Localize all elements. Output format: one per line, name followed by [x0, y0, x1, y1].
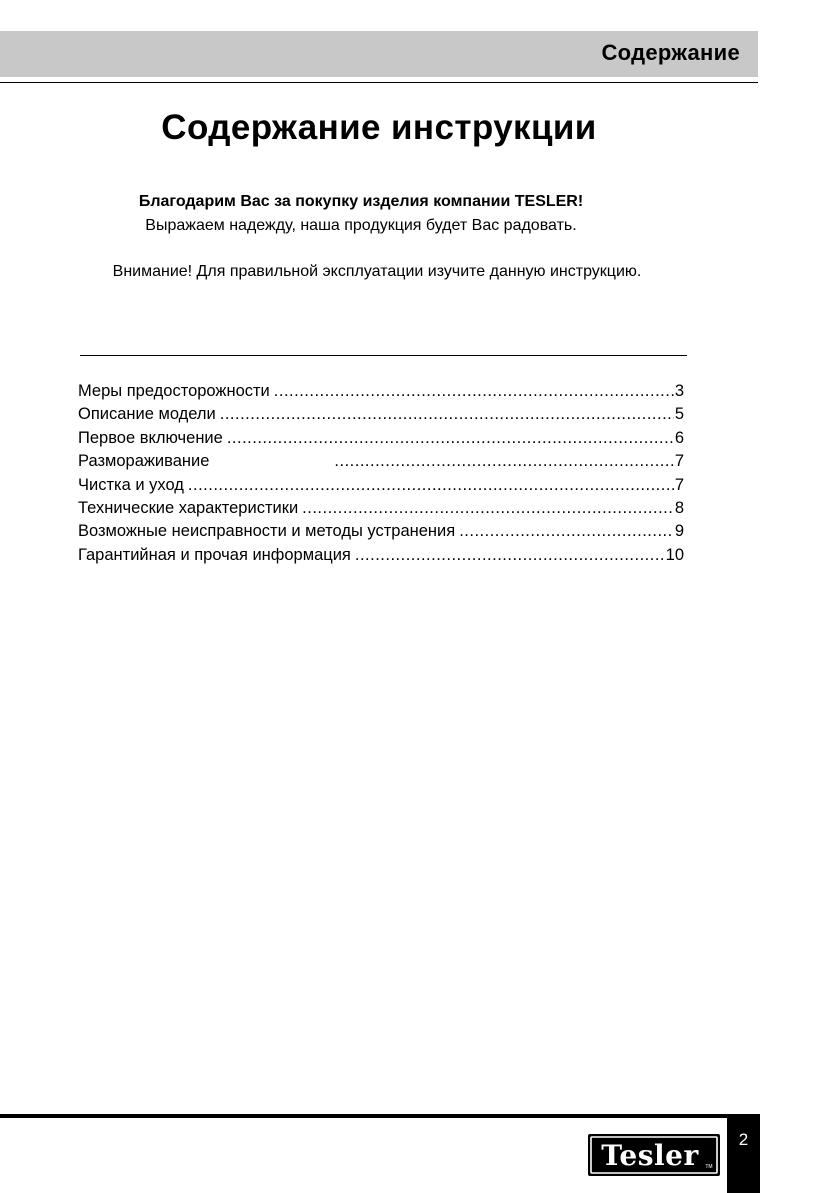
header-band — [0, 31, 758, 77]
toc-leader-dots — [274, 380, 674, 403]
toc-entry-page: 5 — [674, 405, 684, 424]
toc-entry-page: 10 — [665, 545, 684, 564]
toc-entry-defrosting[interactable] — [78, 450, 684, 473]
toc-entry-warranty[interactable] — [78, 544, 684, 567]
toc-leader-dots — [227, 427, 674, 450]
toc-entry-page: 8 — [674, 498, 684, 517]
logo-trademark: TM — [705, 1164, 713, 1170]
toc-entry-cleaning[interactable] — [78, 474, 684, 497]
toc-entry-label: Гарантийная и прочая информация — [78, 545, 351, 564]
toc-divider — [80, 355, 687, 356]
toc-entry-first-use[interactable] — [78, 427, 684, 450]
toc-entry-model-description[interactable] — [78, 403, 684, 426]
footer-rule — [0, 1114, 760, 1118]
toc-leader-dots — [220, 403, 674, 426]
toc-entry-label: Размораживание — [78, 452, 210, 471]
toc-entry-precautions[interactable] — [78, 380, 684, 403]
toc-entry-page: 9 — [674, 522, 684, 541]
toc-entry-label: Возможные неисправности и методы устранения — [78, 522, 456, 541]
toc-leader-dots — [459, 520, 674, 543]
attention-text: Внимание! Для правильной эксплуатации изучите данную инструкцию. — [112, 263, 642, 280]
table-of-contents — [78, 380, 684, 567]
thanks-text: Благодарим Вас за покупку изделия компании TESLER! — [138, 193, 584, 210]
toc-entry-specifications[interactable] — [78, 497, 684, 520]
logo-wordmark: Tesler — [601, 1139, 699, 1172]
page-number: 2 — [738, 1130, 749, 1149]
page-title: Содержание инструкции — [161, 108, 597, 147]
toc-entry-page: 3 — [674, 382, 684, 400]
toc-leader-dots — [188, 474, 674, 497]
toc-leader-dots — [302, 497, 674, 520]
section-title: Содержание — [601, 40, 740, 65]
toc-entry-page: 6 — [674, 428, 684, 447]
tesler-logo — [588, 1134, 720, 1176]
toc-entry-page: 7 — [674, 452, 684, 471]
toc-entry-label: Первое включение — [78, 428, 223, 447]
toc-entry-page: 7 — [674, 475, 684, 494]
toc-entry-label: Технические характеристики — [78, 498, 299, 517]
hope-text: Выражаем надежду, наша продукция будет Вас радовать. — [145, 217, 577, 234]
tesler-logo-mark — [588, 1134, 720, 1176]
toc-entry-label: Описание модели — [78, 405, 216, 424]
toc-leader-dots — [334, 450, 673, 473]
toc-entry-label: Меры предосторожности — [78, 382, 270, 400]
toc-entry-label: Чистка и уход — [78, 475, 184, 494]
header-divider — [0, 82, 758, 83]
footer-page-tab — [727, 1114, 760, 1193]
toc-leader-dots — [355, 544, 665, 567]
toc-entry-troubleshooting[interactable] — [78, 520, 684, 543]
